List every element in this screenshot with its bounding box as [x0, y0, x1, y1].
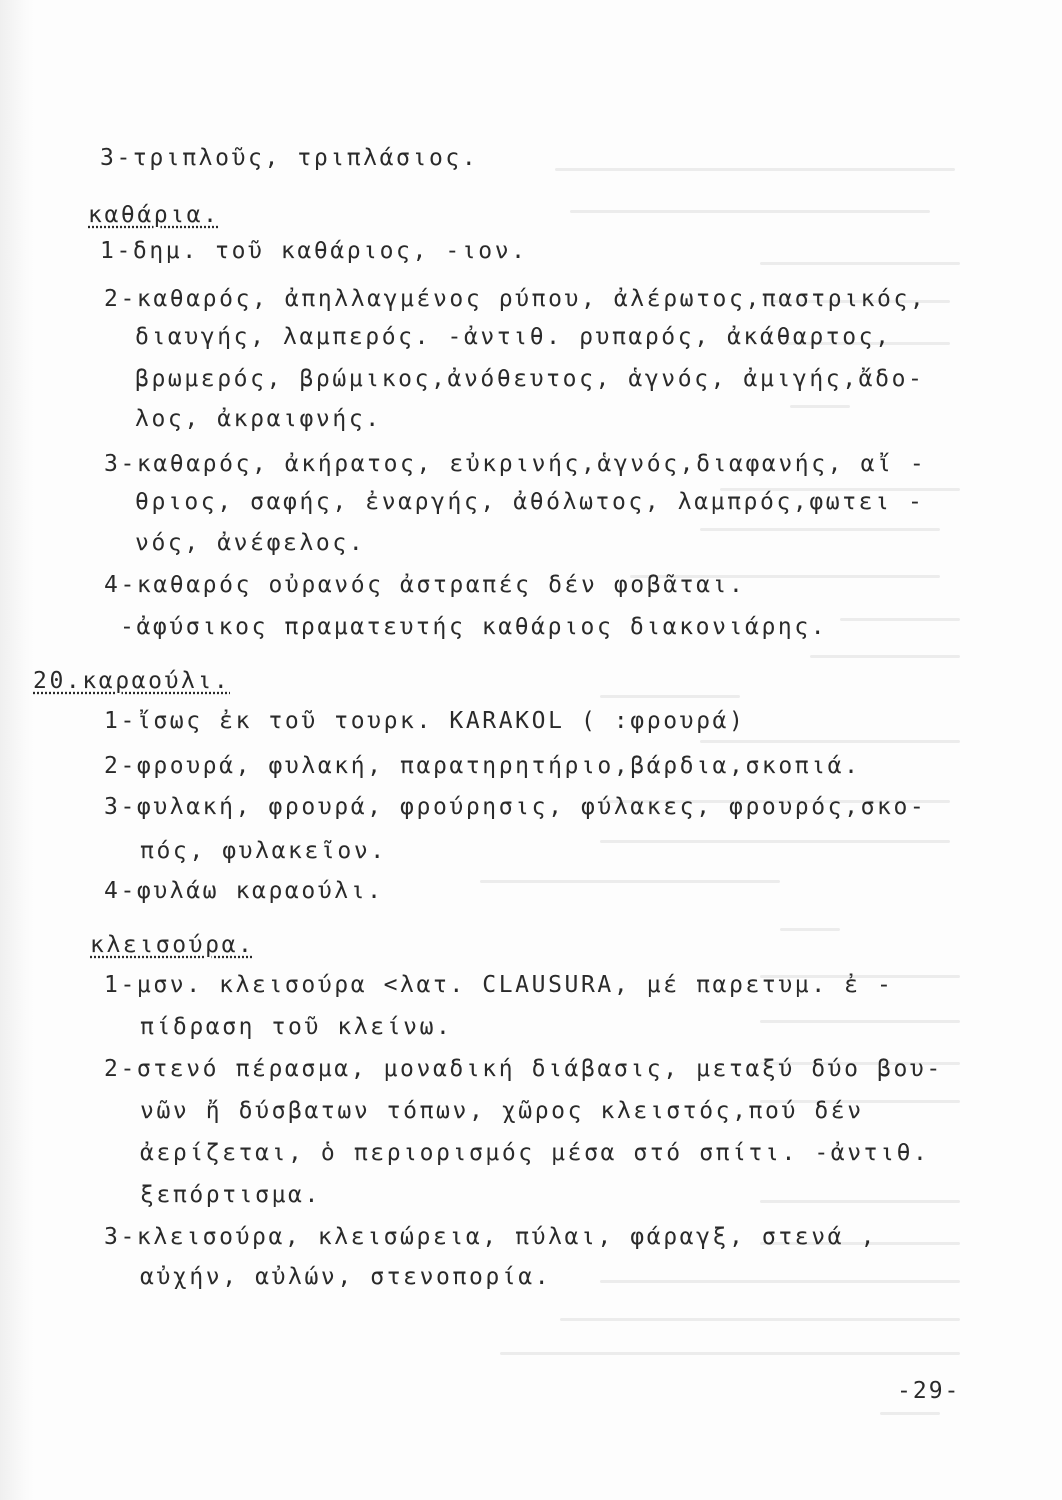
text-line: 3-καθαρός, ἀκήρατος, εὐκρινής,ἁγνός,διαφανής, αἴ -	[104, 451, 927, 477]
text-line: 4-καθαρός οὐρανός ἀστραπές δέν φοβᾶται.	[104, 572, 746, 598]
text-line: βρωμερός, βρώμικος,ἀνόθευτος, ἁγνός, ἀμιγής,ἄδο-	[135, 366, 925, 392]
text-line: πίδραση τοῦ κλείνω.	[140, 1014, 453, 1040]
page-number: -29-	[897, 1378, 961, 1404]
text-line: 2-καθαρός, ἀπηλλαγμένος ρύπου, ἀλέρωτος,παστρικός,	[104, 286, 927, 312]
text-line: 1-ἴσως ἐκ τοῦ τουρκ. KARAKOL ( :φρουρά)	[104, 708, 746, 734]
text-line: νῶν ἤ δύσβατων τόπων, χῶρος κλειστός,πού δέν	[140, 1098, 864, 1124]
text-line: 3-τριπλοῦς, τριπλάσιος.	[100, 145, 479, 171]
text-line: νός, ἀνέφελος.	[135, 530, 366, 556]
text-line: 4-φυλάω καραούλι.	[104, 878, 384, 904]
text-line: 1-μσν. κλεισούρα <λατ. CLAUSURA, μέ παρετυμ. ἐ -	[104, 972, 894, 998]
text-line: λος, ἀκραιφνής.	[135, 406, 382, 432]
entry-heading: κλεισούρα.	[90, 932, 255, 958]
text-line: ἀερίζεται, ὁ περιορισμός μέσα στό σπίτι. -ἀντιθ.	[140, 1140, 930, 1166]
text-line: 3-κλεισούρα, κλεισώρεια, πύλαι, φάραγξ, στενά ,	[104, 1224, 878, 1250]
text-line: 3-φυλακή, φρουρά, φρούρησις, φύλακες, φρουρός,σκο-	[104, 794, 927, 820]
text-line: ξεπόρτισμα.	[140, 1182, 321, 1208]
entry-heading: 20.καραούλι.	[33, 668, 231, 694]
text-line: θριος, σαφής, ἐναργής, ἀθόλωτος, λαμπρός,φωτει -	[135, 489, 925, 515]
text-line: διαυγής, λαμπερός. -ἀντιθ. ρυπαρός, ἀκάθαρτος,	[135, 324, 892, 350]
entry-heading: καθάρια.	[88, 202, 220, 228]
text-line: 2-φρουρά, φυλακή, παρατηρητήριο,βάρδια,σκοπιά.	[104, 753, 861, 779]
text-line: -ἀφύσικος πραματευτής καθάριος διακονιάρης.	[120, 614, 828, 640]
text-line: πός, φυλακεῖον.	[140, 838, 387, 864]
text-line: 2-στενό πέρασμα, μοναδική διάβασις, μεταξύ δύο βου-	[104, 1056, 943, 1082]
text-line: αὐχήν, αὐλών, στενοπορία.	[140, 1264, 552, 1290]
text-line: 1-δημ. τοῦ καθάριος, -ιον.	[100, 238, 528, 264]
